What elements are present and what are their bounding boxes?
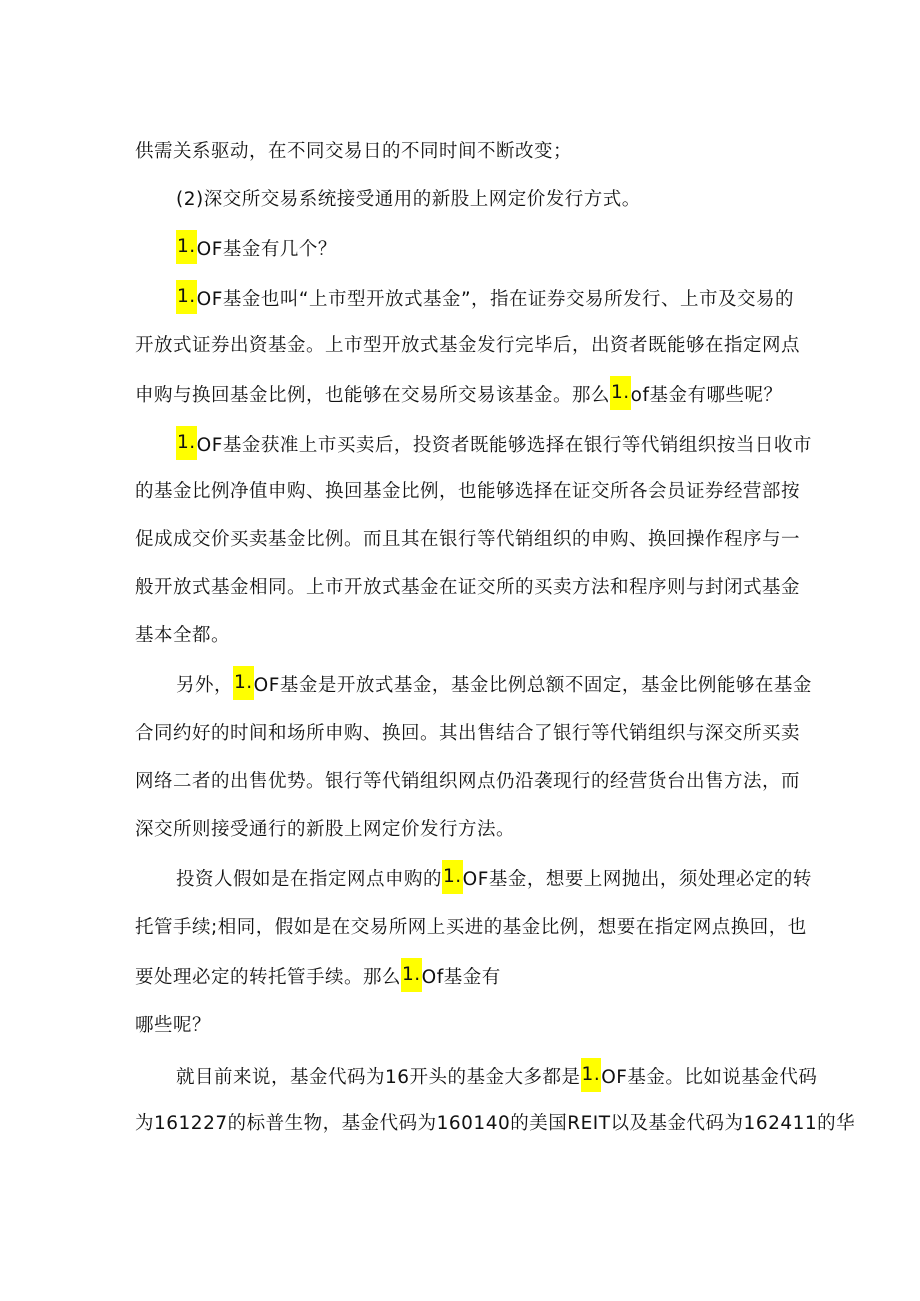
paragraph-line: 为161227的标普生物，基金代码为160140的美国REIT以及基金代码为162411的华 [135, 1113, 856, 1134]
text-run: OF基金，想要上网抛出，须处理必定的转 [462, 869, 812, 890]
text-run: 要处理必定的转托管手续。那么 [135, 967, 402, 988]
highlighted-text: 1. [581, 1058, 602, 1092]
text-run: OF基金是开放式基金，基金比例总额不固定，基金比例能够在基金 [253, 675, 812, 696]
paragraph-line: 深交所则接受通行的新股上网定价发行方法。 [135, 819, 516, 840]
highlighted-text: 1. [176, 230, 197, 264]
paragraph-line: 开放式证券出资基金。上市型开放式基金发行完毕后，出资者既能够在指定网点 [135, 335, 801, 356]
text-run: OF基金有几个？ [196, 239, 337, 260]
paragraph-line [176, 1064, 818, 1088]
text-run: OF基金。比如说基金代码 [601, 1067, 818, 1088]
paragraph-line: 哪些呢？ [135, 1015, 212, 1036]
paragraph-line [176, 866, 812, 890]
text-run: Of基金有 [421, 967, 501, 988]
highlighted-text: 1. [610, 376, 631, 410]
paragraph-line: 托管手续;相同，假如是在交易所网上买进的基金比例，想要在指定网点换回，也 [135, 917, 807, 938]
paragraph-line [176, 286, 796, 310]
text-run: of基金有哪些呢？ [630, 385, 783, 406]
highlighted-text: 1. [176, 426, 197, 460]
paragraph-line: (2)深交所交易系统接受通用的新股上网定价发行方式。 [176, 189, 641, 210]
text-run: OF基金获准上市买卖后，投资者既能够选择在银行等代销组织按当日收市 [196, 435, 812, 456]
paragraph-line [176, 236, 796, 260]
highlighted-text: 1. [176, 280, 197, 314]
paragraph-line: 合同约好的时间和场所申购、换回。其出售结合了银行等代销组织与深交所买卖 [135, 723, 801, 744]
paragraph-line: 供需关系驱动，在不同交易日的不同时间不断改变； [135, 141, 573, 162]
highlighted-text: 1. [442, 860, 463, 894]
text-run: 另外， [176, 675, 234, 696]
paragraph-line [176, 672, 812, 696]
paragraph-line: 般开放式基金相同。上市开放式基金在证交所的买卖方法和程序则与封闭式基金 [135, 577, 801, 598]
highlighted-text: 1. [233, 666, 254, 700]
text-run: OF基金也叫“上市型开放式基金”，指在证券交易所发行、上市及交易的 [196, 289, 795, 310]
paragraph-line: 网络二者的出售优势。银行等代销组织网点仍沿袭现行的经营货台出售方法，而 [135, 771, 801, 792]
paragraph-line [135, 382, 795, 406]
paragraph-line [176, 432, 812, 456]
paragraph-line: 促成成交价买卖基金比例。而且其在银行等代销组织的申购、换回操作程序与一 [135, 529, 801, 550]
text-run: 就目前来说，基金代码为16开头的基金大多都是 [176, 1067, 581, 1088]
paragraph-line: 的基金比例净值申购、换回基金比例，也能够选择在证交所各会员证券经营部按 [135, 481, 801, 502]
highlighted-text: 1. [401, 958, 422, 992]
text-run: 投资人假如是在指定网点申购的 [176, 869, 443, 890]
text-run: 申购与换回基金比例，也能够在交易所交易该基金。那么 [135, 385, 611, 406]
paragraph-line [135, 964, 795, 988]
paragraph-line: 基本全都。 [135, 625, 231, 646]
